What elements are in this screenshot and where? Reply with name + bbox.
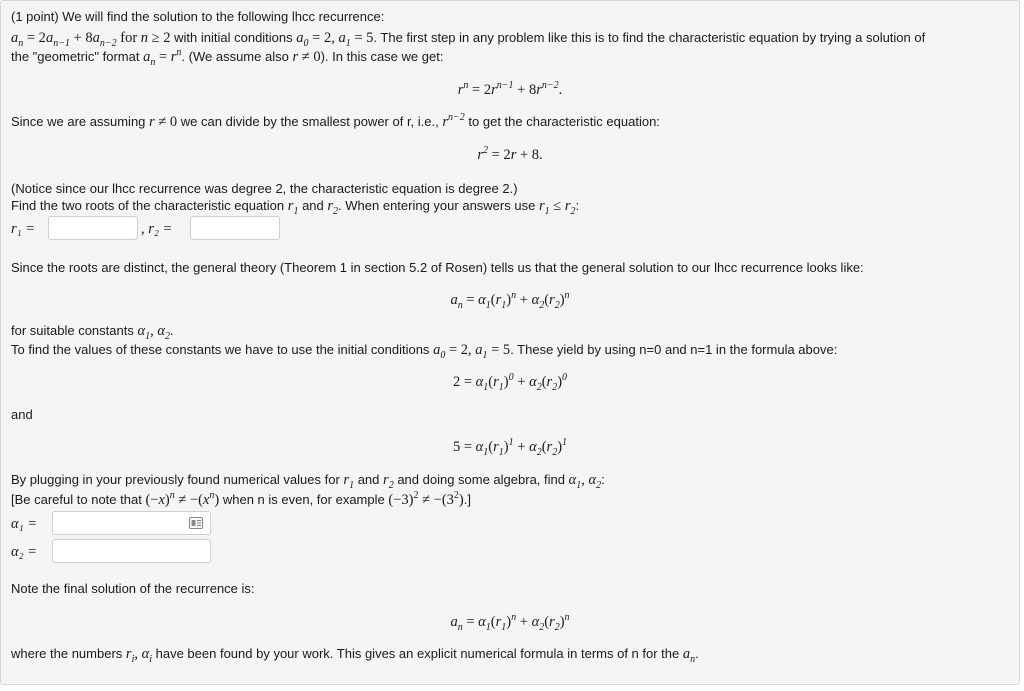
- r2-input[interactable]: [190, 216, 280, 240]
- alpha2-input[interactable]: [52, 539, 211, 563]
- note-final-line: Note the final solution of the recurrence is:: [11, 581, 255, 596]
- divide-line: Since we are assuming r ≠ 0 we can divide by the smallest power of r, i.e., $r^{n-2}$ to get the characteristic equation:: [11, 112, 660, 130]
- r1-label: r₁ =: [11, 221, 36, 237]
- geometric-line: the "geometric" format $a_n = r^n$. (We assume also r ≠ 0). In this case we get:: [11, 47, 444, 68]
- alpha1-label: α₁ =: [11, 516, 38, 532]
- alpha2-label: α₂ =: [11, 544, 38, 560]
- alpha1-field[interactable]: [52, 511, 211, 535]
- problem-intro: (1 point) We will find the solution to the following lhcc recurrence:: [11, 9, 385, 24]
- n0-equation: $2 = \alpha_1(r_1)^0 + \alpha_2(r_2)^0$: [452, 372, 568, 393]
- recurrence-line: $a_n = 2a_{n-1} + 8a_{n-2}$ for n ≥ 2 with initial conditions $a_0 = 2$, $a_1 = 5$. The first step in any problem like this is to find the characteristic equation by trying a solution of: [11, 30, 926, 49]
- plugging-line: By plugging in your previously found numerical values for $r_1$ and $r_2$ and doing some algebra, find $\alpha_1$, $\alpha_2$:: [11, 472, 605, 491]
- equation-preview-icon[interactable]: [189, 517, 203, 529]
- careful-line: [Be careful to note that $(-x)^n \ne -(x^n)$ when n is even, for example $(-3)^2 \ne -(3^2)$.]: [11, 490, 471, 508]
- notice-line: (Notice since our lhcc recurrence was degree 2, the characteristic equation is degree 2.): [11, 181, 518, 196]
- r2-label: , r₂ =: [141, 221, 173, 237]
- and-text: and: [11, 407, 33, 422]
- where-line: where the numbers $r_i$, $\alpha_i$ have been found by your work. This gives an explicit numerical formula in terms of n for the $a_n$.: [11, 646, 699, 665]
- initial-conditions-line: To find the values of these constants we have to use the initial conditions $a_0 = 2$, $a_1 = 5$. These yield by using n=0 and n=1 in the formula above:: [11, 342, 838, 361]
- find-roots-line: Find the two roots of the characteristic equation $r_1$ and $r_2$. When entering your answers use $r_1 \le r_2$:: [11, 198, 580, 217]
- final-solution-equation: $a_n = \alpha_1(r_1)^n + \alpha_2(r_2)^n$: [450, 612, 570, 633]
- general-solution-equation: $a_n = \alpha_1(r_1)^n + \alpha_2(r_2)^n$: [450, 290, 570, 311]
- geometric-equation: $r^n = 2r^{n-1} + 8r^{n-2}$.: [457, 80, 563, 98]
- alpha1-input[interactable]: [53, 512, 187, 536]
- r1-input[interactable]: [48, 216, 138, 240]
- characteristic-equation: $r^2 = 2r + 8$.: [477, 145, 543, 163]
- since-roots-line: Since the roots are distinct, the general theory (Theorem 1 in section 5.2 of Rosen) tells us that the general solution to our lhcc recurrence looks like:: [11, 260, 864, 275]
- n1-equation: $5 = \alpha_1(r_1)^1 + \alpha_2(r_2)^1$: [452, 437, 568, 458]
- suitable-constants-line: for suitable constants $\alpha_1$, $\alpha_2$.: [11, 323, 174, 342]
